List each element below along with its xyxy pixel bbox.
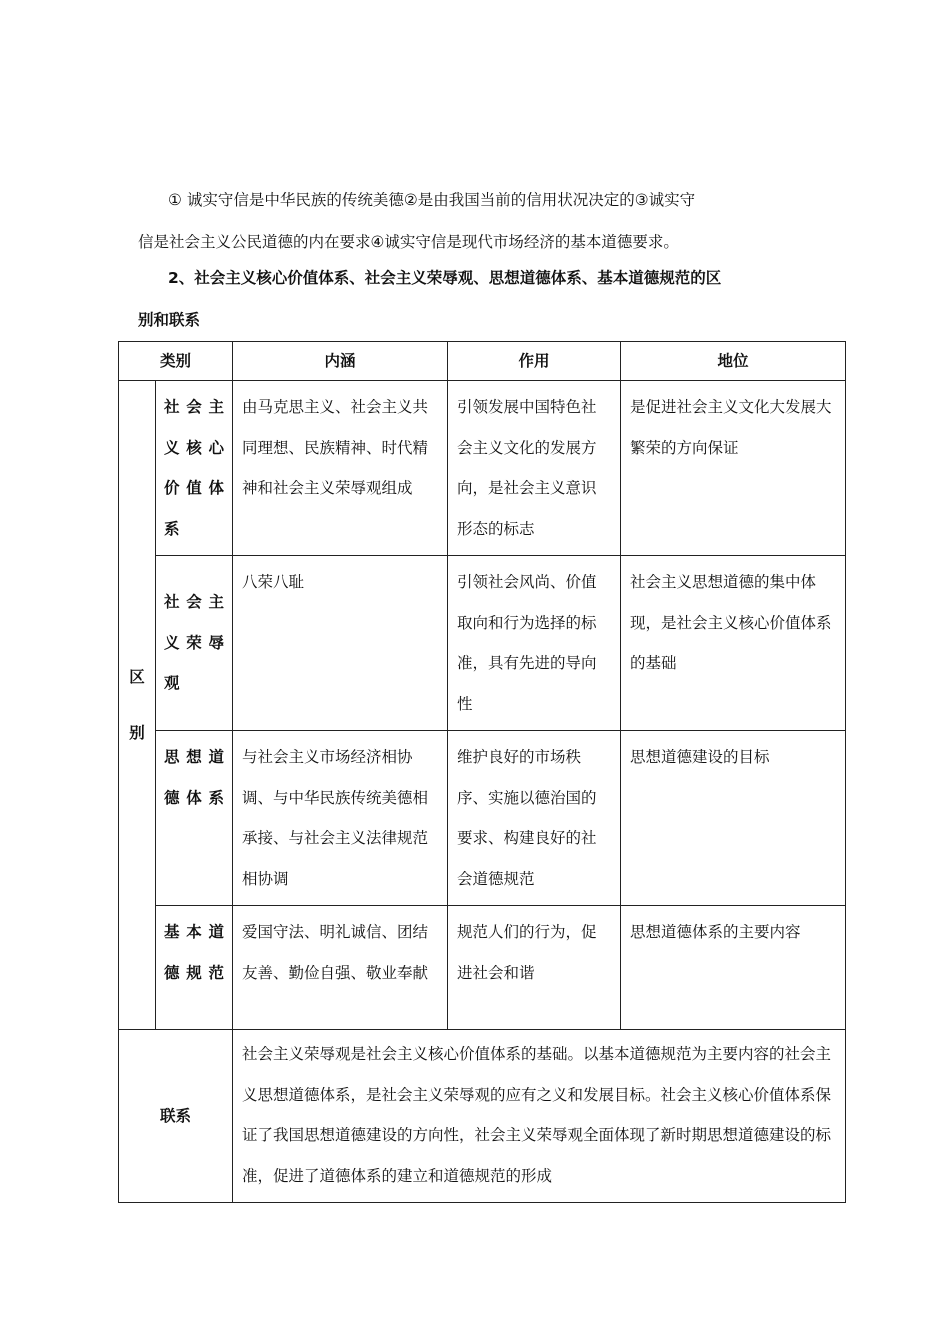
section-heading-line-1: 2、社会主义核心价值体系、社会主义荣辱观、思想道德体系、基本道德规范的区 (168, 269, 722, 287)
category-cell: 社会主义荣辱观 (156, 556, 233, 731)
comparison-table (118, 341, 846, 1203)
header-status: 地位 (621, 342, 846, 381)
content-cell: 爱国守法、明礼诚信、团结友善、勤俭自强、敬业奉献 (233, 906, 448, 1030)
table-row (119, 556, 846, 731)
table-header-row (119, 342, 846, 381)
content-cell: 八荣八耻 (233, 556, 448, 731)
section-heading-line-2: 别和联系 (138, 311, 201, 329)
status-cell: 是促进社会主义文化大发展大繁荣的方向保证 (621, 381, 846, 556)
qubie-text: 区 别 (129, 668, 145, 742)
table-row (119, 381, 846, 556)
qubie-label (119, 381, 156, 1030)
table-row (119, 731, 846, 906)
table-row (119, 906, 846, 1030)
category-cell: 社会主义核心价值体系 (156, 381, 233, 556)
status-cell: 社会主义思想道德的集中体现，是社会主义核心价值体系的基础 (621, 556, 846, 731)
intro-line-2: 信是社会主义公民道德的内在要求④诚实守信是现代市场经济的基本道德要求。 (138, 233, 679, 251)
status-cell: 思想道德体系的主要内容 (621, 906, 846, 1030)
lianxi-text: 社会主义荣辱观是社会主义核心价值体系的基础。以基本道德规范为主要内容的社会主义思想道德体系，是社会主义荣辱观的应有之义和发展目标。社会主义核心价值体系保证了我国思想道德建设的方向性，社会主义荣辱观全面体现了新时期思想道德建设的标准，促进了道德体系的建立和道德规范的形成 (233, 1030, 846, 1203)
lianxi-row (119, 1030, 846, 1203)
status-cell: 思想道德建设的目标 (621, 731, 846, 906)
category-cell: 思想道德体系 (156, 731, 233, 906)
category-cell: 基本道德规范 (156, 906, 233, 1030)
header-role: 作用 (448, 342, 621, 381)
content-cell: 由马克思主义、社会主义共同理想、民族精神、时代精神和社会主义荣辱观组成 (233, 381, 448, 556)
role-cell: 维护良好的市场秩序、实施以德治国的要求、构建良好的社会道德规范 (448, 731, 621, 906)
role-cell: 规范人们的行为，促进社会和谐 (448, 906, 621, 1030)
intro-line-1: ① 诚实守信是中华民族的传统美德②是由我国当前的信用状况决定的③诚实守 (168, 191, 696, 209)
lianxi-label: 联系 (119, 1030, 233, 1203)
role-cell: 引领社会风尚、价值取向和行为选择的标准，具有先进的导向性 (448, 556, 621, 731)
content-cell: 与社会主义市场经济相协调、与中华民族传统美德相承接、与社会主义法律规范相协调 (233, 731, 448, 906)
role-cell: 引领发展中国特色社会主义文化的发展方向，是社会主义意识形态的标志 (448, 381, 621, 556)
header-category: 类别 (119, 342, 233, 381)
header-content: 内涵 (233, 342, 448, 381)
